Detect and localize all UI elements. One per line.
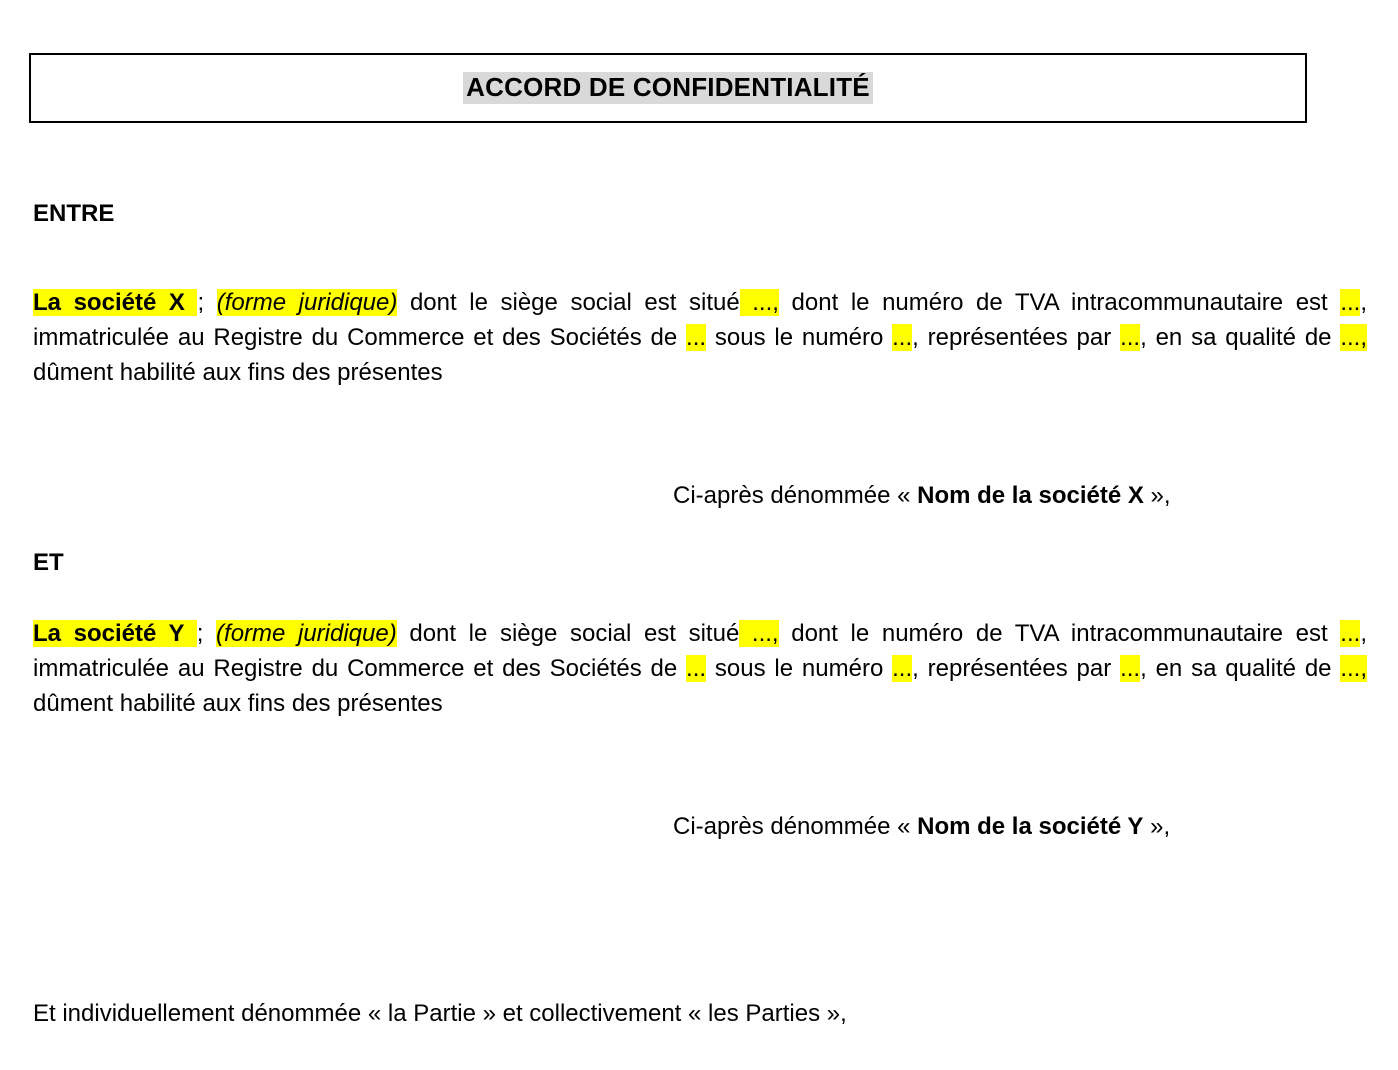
party-x-legal-form-field[interactable]: (forme juridique) [216,288,398,316]
party-x-denomination-suffix: », [1143,481,1171,509]
party-x-vat-field[interactable]: ... [1340,288,1361,316]
party-x-representative-field[interactable]: ... [1120,323,1141,351]
party-y-representative-field[interactable]: ... [1120,654,1141,682]
party-x-address-field[interactable]: ..., [739,288,779,316]
party-x-role-field[interactable]: ..., [1340,323,1368,351]
party-y-text-2: dont le numéro de TVA intracommunautaire est [778,619,1341,647]
party-y-text-4: sous le numéro [706,654,893,682]
closing-statement: Et individuellement dénommée « la Partie » et collectivement « les Parties », [33,1000,847,1028]
party-x-text-2: dont le numéro de TVA intracommunautaire est [778,288,1341,316]
party-x-text-1: dont le siège social est situé [397,288,740,316]
party-y-legal-form-field[interactable]: (forme juridique) [216,619,397,647]
spacer [33,390,1367,480]
spacer [33,578,1367,616]
party-y-role-field[interactable]: ..., [1340,654,1368,682]
party-y-separator: ; [196,619,217,647]
party-y-address-field[interactable]: ..., [739,619,779,647]
party-y-company-field[interactable]: La société Y [33,619,197,647]
party-x-text-6: , en sa qualité de [1140,323,1341,351]
party-x-separator: ; [197,288,217,316]
party-x-paragraph [33,285,1367,390]
party-x-text-7: dûment habilité aux fins des présentes [33,358,443,386]
spacer [33,229,1367,285]
party-y-rcs-city-field[interactable]: ... [686,654,707,682]
document-title: ACCORD DE CONFIDENTIALITÉ [463,72,873,104]
party-y-text-6: , en sa qualité de [1140,654,1341,682]
party-x-text-5: , représentées par [912,323,1121,351]
spacer [33,511,1367,549]
spacer [33,960,1367,998]
party-y-text-7: dûment habilité aux fins des présentes [33,689,443,717]
party-y-rcs-number-field[interactable]: ... [892,654,913,682]
party-x-rcs-number-field[interactable]: ... [892,323,913,351]
party-y-paragraph [33,616,1367,721]
party-x-company-field[interactable]: La société X [33,288,198,316]
document-body [33,200,1367,1029]
party-y-text-1: dont le siège social est situé [396,619,740,647]
party-y-vat-field[interactable]: ... [1340,619,1361,647]
party-y-denomination-prefix: Ci-après dénommée « [673,812,918,840]
spacer [33,721,1367,811]
spacer [33,842,1367,960]
party-x-denomination-prefix: Ci-après dénommée « [673,481,918,509]
entre-label: ENTRE [33,200,115,227]
party-y-text-3: , immatriculée au Registre du Commerce et des Sociétés de [33,619,1367,682]
party-y-denomination-name: Nom de la société Y [917,812,1144,840]
et-label: ET [33,549,64,577]
party-y-denomination-suffix: », [1143,812,1171,840]
party-y-denomination [33,811,1367,842]
title-box [29,53,1307,123]
party-x-text-3: , immatriculée au Registre du Commerce et des Sociétés de [33,288,1367,351]
party-x-text-4: sous le numéro [706,323,893,351]
party-x-rcs-city-field[interactable]: ... [686,323,707,351]
party-x-denomination-name: Nom de la société X [917,481,1144,509]
party-x-denomination [33,480,1367,511]
party-y-text-5: , représentées par [912,654,1121,682]
